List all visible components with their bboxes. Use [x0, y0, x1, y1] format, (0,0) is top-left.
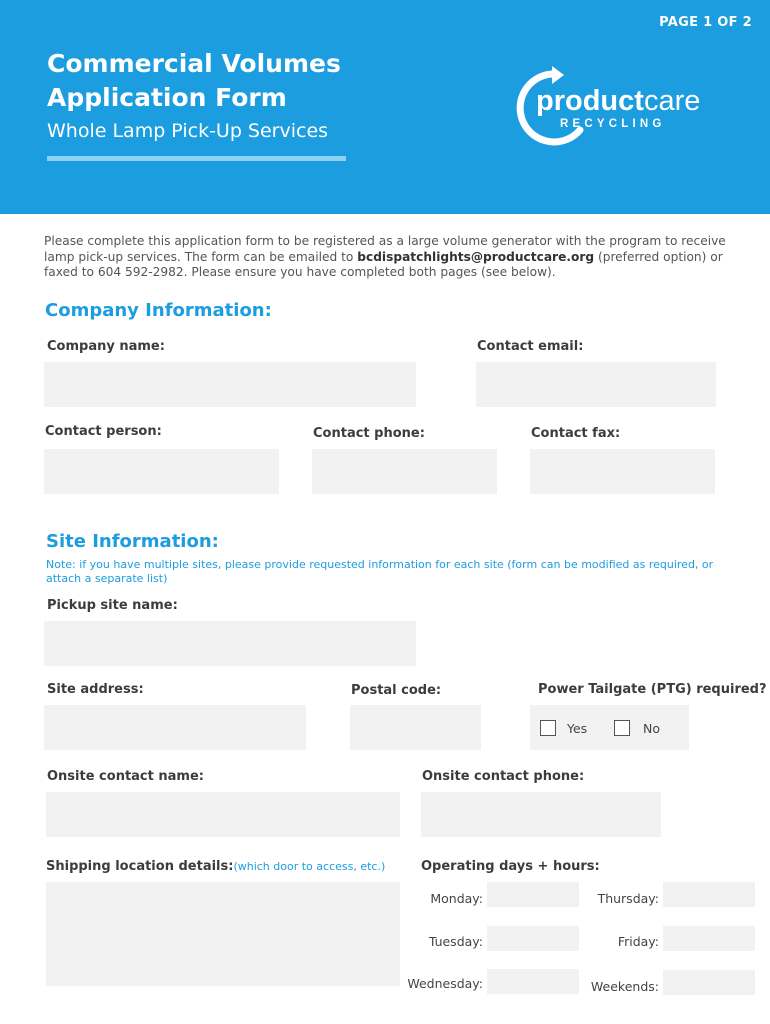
- operating-days-label: Operating days + hours:: [421, 859, 600, 874]
- contact-email-field[interactable]: [476, 362, 716, 407]
- pickup-site-name-field[interactable]: [44, 621, 416, 666]
- tuesday-label: Tuesday:: [428, 934, 483, 949]
- company-name-label: Company name:: [47, 339, 165, 354]
- weekends-label: Weekends:: [590, 979, 659, 994]
- ptg-no-label: No: [643, 721, 660, 736]
- friday-label: Friday:: [617, 934, 659, 949]
- onsite-contact-name-label: Onsite contact name:: [47, 769, 204, 784]
- tuesday-hours-field[interactable]: [487, 926, 579, 951]
- site-address-label: Site address:: [47, 682, 144, 697]
- ptg-label: Power Tailgate (PTG) required?: [538, 682, 767, 697]
- ptg-no-checkbox[interactable]: [614, 720, 630, 736]
- postal-code-label: Postal code:: [351, 683, 442, 698]
- onsite-contact-phone-label: Onsite contact phone:: [422, 769, 585, 784]
- ptg-yes-label: Yes: [567, 721, 588, 736]
- contact-person-field[interactable]: [44, 449, 279, 494]
- shipping-details-hint: (which door to access, etc.): [233, 860, 386, 873]
- friday-hours-field[interactable]: [663, 926, 755, 951]
- contact-fax-field[interactable]: [530, 449, 715, 494]
- wednesday-label: Wednesday:: [407, 976, 483, 991]
- form-subtitle: Whole Lamp Pick-Up Services: [47, 120, 329, 142]
- form-title: [47, 47, 341, 115]
- company-name-field[interactable]: [44, 362, 416, 407]
- site-address-field[interactable]: [44, 705, 306, 750]
- intro-email-link[interactable]: bcdispatchlights@productcare.org: [357, 249, 595, 264]
- onsite-contact-phone-field[interactable]: [421, 792, 661, 837]
- header-banner: [0, 0, 770, 214]
- form-title-line1: Commercial Volumes: [47, 49, 341, 78]
- logo-word-product: productcare: [536, 85, 701, 117]
- form-title-line2: Application Form: [47, 83, 287, 112]
- shipping-details-label: Shipping location details:(which door to access, etc.): [46, 859, 386, 874]
- monday-label: Monday:: [430, 891, 483, 906]
- thursday-hours-field[interactable]: [663, 882, 755, 907]
- thursday-label: Thursday:: [597, 891, 659, 906]
- pickup-site-name-label: Pickup site name:: [47, 598, 178, 613]
- contact-fax-label: Contact fax:: [531, 426, 621, 441]
- intro-paragraph: Please complete this application form to be registered as a large volume generator with the program to receive lamp pick-up services. The form can be emailed to bcdispatchlights@productcare.org (preferred option) or faxed to 604 592-2982. Please ensure you have completed both pages (see below).: [44, 234, 726, 279]
- shipping-details-field[interactable]: [46, 882, 400, 986]
- site-note: Note: if you have multiple sites, please provide requested information for each site (form can be modified as required, or attach a separate list): [46, 558, 714, 585]
- contact-email-label: Contact email:: [477, 339, 584, 354]
- company-info-heading: Company Information:: [45, 300, 272, 321]
- monday-hours-field[interactable]: [487, 882, 579, 907]
- weekends-hours-field[interactable]: [663, 970, 755, 995]
- logo-recycle-arrow: [552, 66, 564, 84]
- contact-phone-label: Contact phone:: [313, 426, 425, 441]
- ptg-yes-checkbox[interactable]: [540, 720, 556, 736]
- productcare-logo: [512, 66, 722, 150]
- logo-recycling-text: RECYCLING: [560, 118, 666, 130]
- title-underline: [47, 156, 346, 161]
- wednesday-hours-field[interactable]: [487, 969, 579, 994]
- page-indicator: PAGE 1 OF 2: [659, 15, 752, 30]
- site-info-heading: Site Information:: [46, 531, 219, 552]
- contact-phone-field[interactable]: [312, 449, 497, 494]
- contact-person-label: Contact person:: [45, 424, 162, 439]
- postal-code-field[interactable]: [350, 705, 481, 750]
- onsite-contact-name-field[interactable]: [46, 792, 400, 837]
